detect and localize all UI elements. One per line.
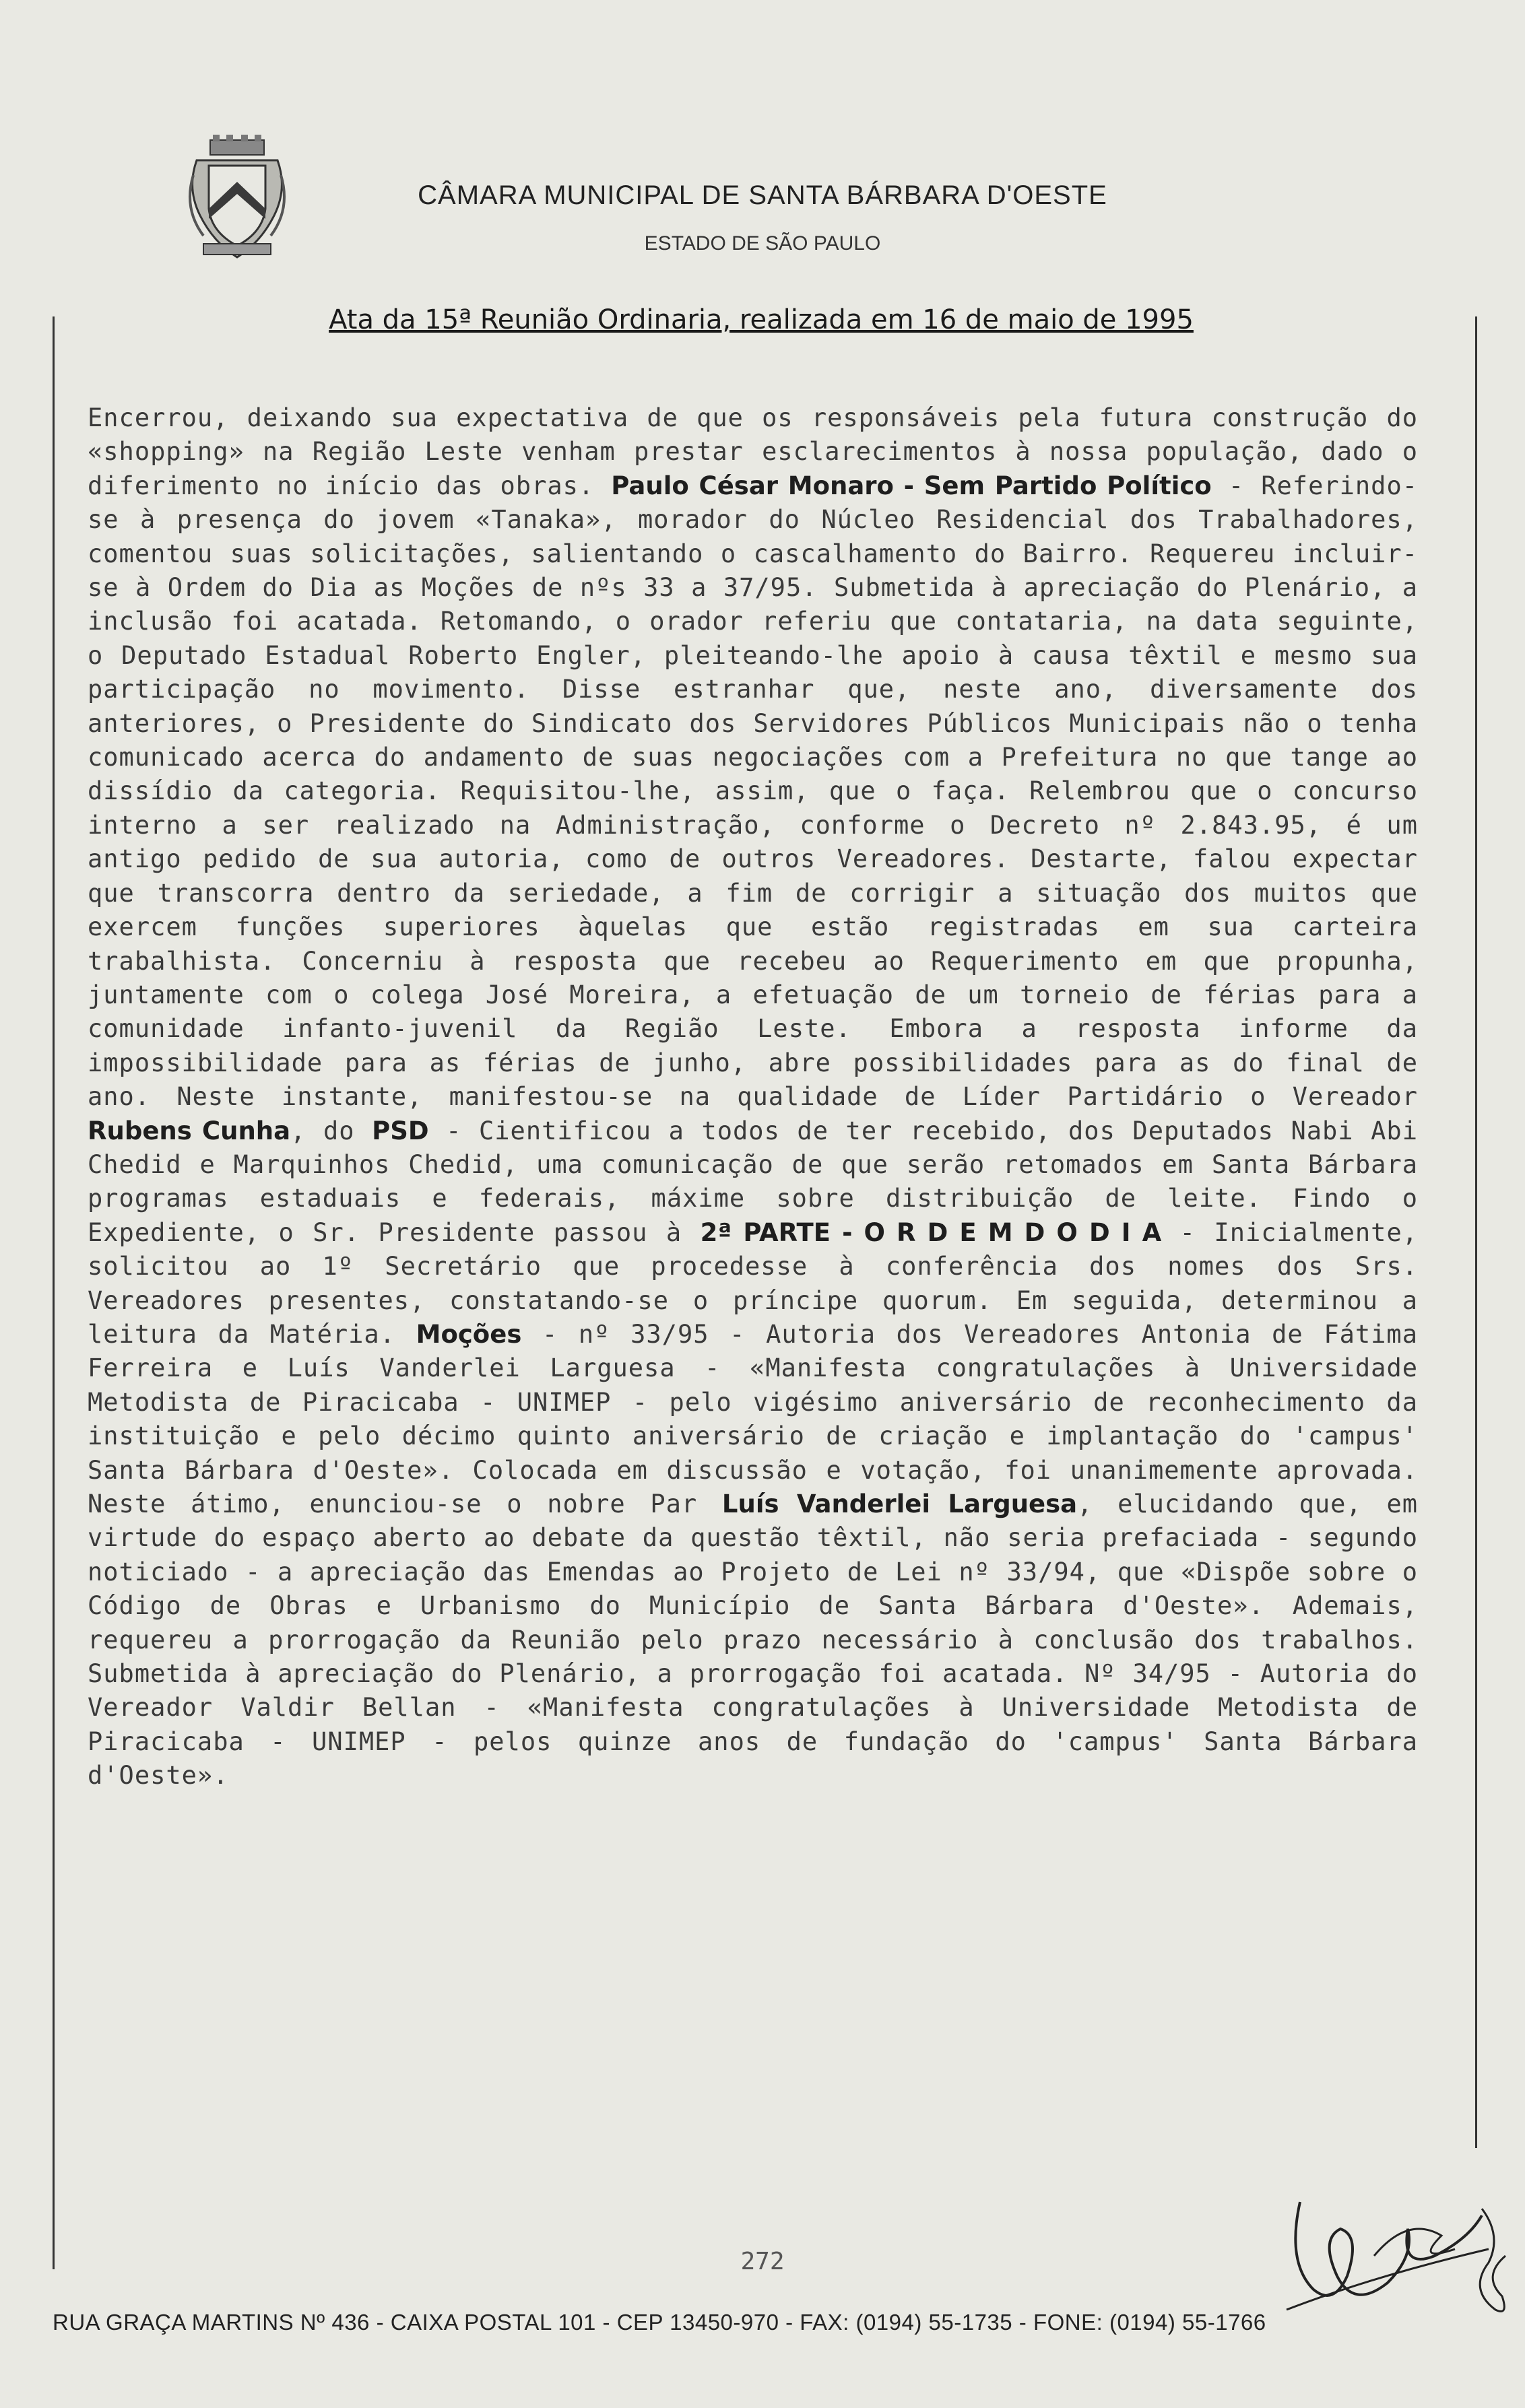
body-text-run: , elucidando que, em virtude do espaço aberto ao debate da questão têxtil, não seria prefaciada - segundo noticiado - a apreciação das Emendas ao Projeto de Lei nº 33/94, que «Dispõe sobre o Código de Obras e Urbanismo do Município de Santa Bárbara d'Oeste». Ademais, requereu a prorrogação da Reunião pelo prazo necessário à conclusão dos trabalhos. Submetida à apreciação do Plenário, a prorrogação foi acatada. Nº 34/95 - Autoria do Vereador Valdir Bellan - «Manifesta congratulações à Universidade Metodista de Piracicaba - UNIMEP - pelos quinze anos de fundação do 'campus' Santa Bárbara d'Oeste».	[88, 1490, 1418, 1791]
body-text-run: - Cientificou a todos de ter recebido, dos Deputados Nabi Abi Chedid e Marquinhos Chedid, uma comunicação de que serão retomados em Santa Bárbara programas estaduais e federais, máxime sobre distribuição de leite. Findo o Expediente, o Sr. Presidente passou à	[88, 1116, 1418, 1247]
page-border-left	[53, 316, 55, 2269]
body-text-run: - Inicialmente, solicitou ao 1º Secretário que procedesse à conferência dos nomes dos Srs. Vereadores presentes, constatando-se o príncipe quorum. Em seguida, determinou a leitura da Matéria.	[88, 1217, 1419, 1349]
institution-name: CÂMARA MUNICIPAL DE SANTA BÁRBARA D'OESTE	[418, 180, 1107, 210]
party-name: PSD	[372, 1116, 429, 1145]
minutes-body	[88, 401, 1418, 1793]
body-text-run: Encerrou, deixando sua expectativa de que os responsáveis pela futura construção do «shopping» na Região Leste venham prestar esclarecimentos à nossa população, dado o diferimento no início das obras.	[88, 403, 1418, 500]
body-text-run: - Referindo-se à presença do jovem «Tanaka», morador do Núcleo Residencial dos Trabalhadores, comentou suas solicitações, salientando o cascalhamento do Bairro. Requereu incluir-se à Ordem do Dia as Moções de nºs 33 a 37/95. Submetida à apreciação do Plenário, a inclusão foi acatada. Retomando, o orador referiu que contataria, na data seguinte, o Deputado Estadual Roberto Engler, pleiteando-lhe apoio à causa têxtil e mesmo sua participação no movimento. Disse estranhar que, neste ano, diversamente dos anteriores, o Presidente do Sindicato dos Servidores Públicos Municipais não o tenha comunicado acerca do andamento de suas negociações com a Prefeitura no que tange ao dissídio da categoria. Requisitou-lhe, assim, que o faça. Relembrou que o concurso interno a ser realizado na Administração, conforme o Decreto nº 2.843.95, é um antigo pedido de sua autoria, como de outros Vereadores. Destarte, falou expectar que transcorra dentro da seriedade, a fim de corrigir a situação dos muitos que exercem funções superiores àquelas que estão registradas em sua carteira trabalhista. Concerniu à resposta que recebeu ao Requerimento em que propunha, juntamente com o colega José Moreira, a efetuação de um torneio de férias para a comunidade infanto-juvenil da Região Leste. Embora a resposta informe da impossibilidade para as férias de junho, abre possibilidades para as do final de ano. Neste instante, manifestou-se na qualidade de Líder Partidário o Vereador	[88, 471, 1418, 1112]
body-text-run: - nº 33/95 - Autoria dos Vereadores Antonia de Fátima Ferreira e Luís Vanderlei Larguesa - «Manifesta congratulações à Universidade Metodista de Piracicaba - UNIMEP - pelo vigésimo aniversário de reconhecimento da instituição e pelo décimo quinto aniversário de criação e implantação do 'campus' Santa Bárbara d'Oeste». Colocada em discussão e votação, foi unanimemente aprovada. Neste átimo, enunciou-se o nobre Par	[88, 1319, 1418, 1518]
footer-address: RUA GRAÇA MARTINS Nº 436 - CAIXA POSTAL 101 - CEP 13450-970 - FAX: (0194) 55-1735 - FONE: (0194) 55-1766	[53, 2310, 1266, 2335]
document-title: Ata da 15ª Reunião Ordinaria, realizada em 16 de maio de 1995	[329, 304, 1194, 335]
page-border-right	[1475, 316, 1477, 2148]
speaker-name: Luís Vanderlei Larguesa	[721, 1490, 1078, 1518]
page-number: 272	[740, 2248, 785, 2275]
speaker-name: Rubens Cunha	[88, 1116, 291, 1145]
section-heading: 2ª PARTE - O R D E M D O D I A	[700, 1217, 1162, 1247]
handwritten-initials-icon	[1441, 2195, 1516, 2330]
section-heading: Moções	[416, 1319, 522, 1349]
body-text-run: , do	[290, 1116, 372, 1145]
institution-state: ESTADO DE SÃO PAULO	[644, 232, 881, 255]
speaker-name: Paulo César Monaro - Sem Partido Político	[611, 471, 1212, 500]
